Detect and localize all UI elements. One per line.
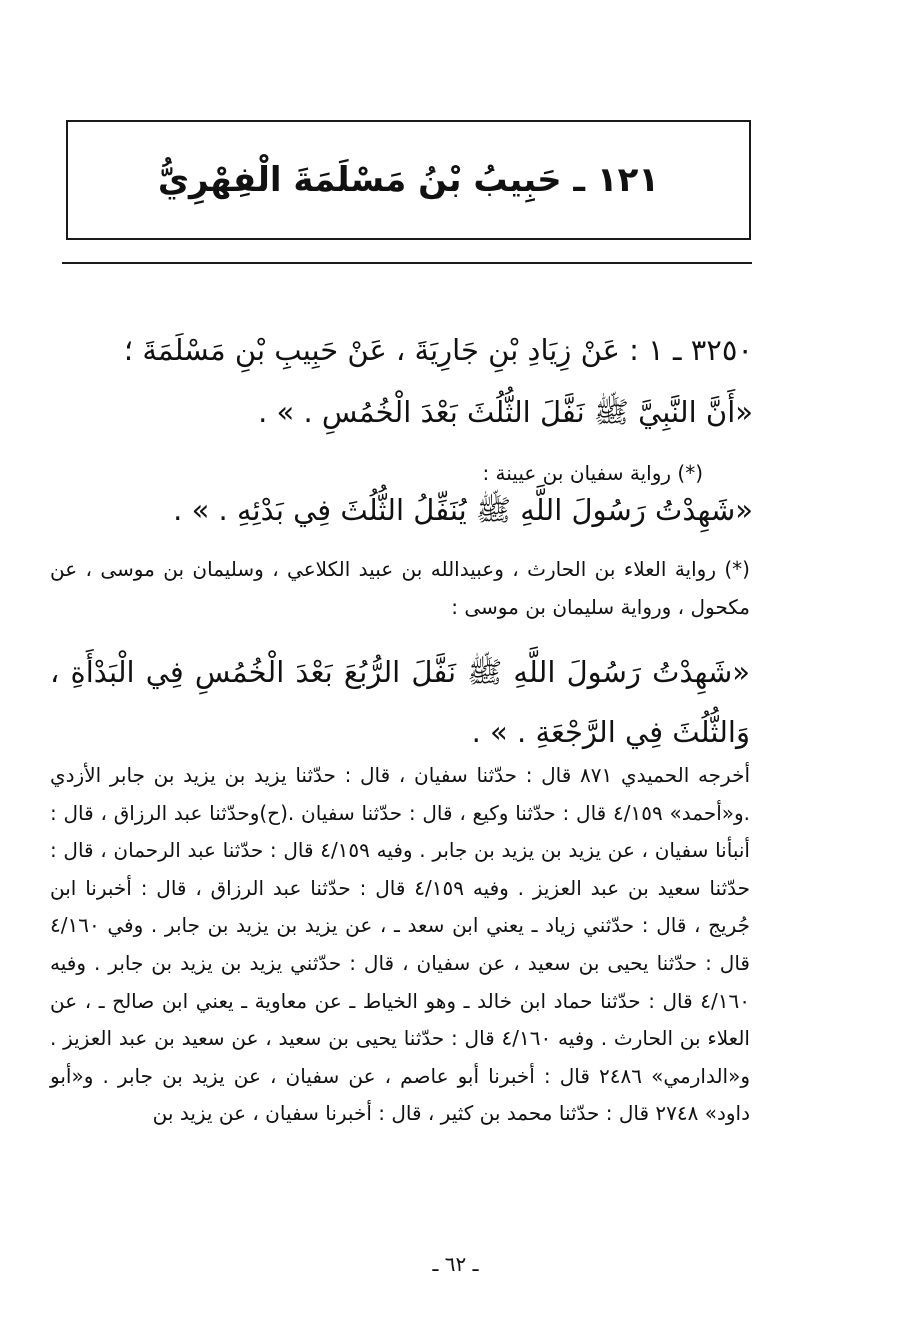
- narration-text-1: «شَهِدْتُ رَسُولَ اللَّهِ ﷺ يُنَفِّلُ الثُّلُثَ فِي بَدْئِهِ . » .: [173, 493, 753, 527]
- chapter-title-box: [66, 120, 751, 240]
- header-rule: [62, 262, 752, 264]
- narration-text-2: «شَهِدْتُ رَسُولَ اللَّهِ ﷺ نَفَّلَ الرُّبُعَ بَعْدَ الْخُمُسِ فِي الْبَدْأَةِ ، وَالثُّلُثَ فِي الرَّجْعَةِ . » .: [50, 655, 750, 749]
- takhrij-paragraph: أخرجه الحميدي ٨٧١ قال : حدّثنا سفيان ، قال : حدّثنا يزيد بن يزيد بن جابر الأزدي .و«أحمد» ٤/١٥٩ قال : حدّثنا وكيع ، قال : حدّثنا سفيان .(ح)وحدّثنا عبد الرزاق ، قال : أنبأنا سفيان ، عن يزيد بن يزيد بن جابر . وفيه ٤/١٥٩ قال : حدّثنا عبد الرحمان ، قال : حدّثنا سعيد بن عبد العزيز . وفيه ٤/١٥٩ قال : حدّثنا عبد الرزاق ، قال : أخبرنا ابن جُريج ، قال : حدّثني زياد ـ يعني ابن سعد ـ ، عن يزيد بن يزيد بن جابر . وفي ٤/١٦٠ قال : حدّثنا يحيى بن سعيد ، عن سفيان ، قال : حدّثني يزيد بن يزيد بن جابر . وفيه ٤/١٦٠ قال : حدّثنا حماد ابن خالد ـ وهو الخياط ـ عن معاوية ـ يعني ابن صالح ـ ، عن العلاء بن الحارث . وفيه ٤/١٦٠ قال : حدّثنا يحيى بن سعيد ، عن سعيد بن عبد العزيز . و«الدارمي» ٢٤٨٦ قال : أخبرنا أبو عاصم ، عن سفيان ، عن يزيد بن جابر . و«أبو داود» ٢٧٤٨ قال : حدّثنا محمد بن كثير ، قال : أخبرنا سفيان ، عن يزيد بن: [50, 763, 750, 1126]
- narration-note-1: (*) رواية سفيان بن عيينة :: [482, 461, 703, 485]
- page-number: ـ ٦٢ ـ: [432, 1252, 479, 1276]
- hadith-matn-line: «أَنَّ النَّبِيَّ ﷺ نَفَّلَ الثُّلُثَ بَعْدَ الْخُمُسِ . » .: [258, 395, 753, 429]
- hadith-isnad-line: ٣٢٥٠ ـ ١ : عَنْ زِيَادِ بْنِ جَارِيَةَ ، عَنْ حَبِيبِ بْنِ مَسْلَمَةَ ؛: [123, 333, 753, 367]
- chapter-title: ١٢١ ـ حَبِيبُ بْنُ مَسْلَمَةَ الْفِهْرِيُّ: [157, 160, 660, 200]
- narration-note-2: (*) رواية العلاء بن الحارث ، وعبيدالله بن عبيد الكلاعي ، وسليمان بن موسى ، عن مكحول ، ورواية سليمان بن موسى :: [50, 557, 750, 619]
